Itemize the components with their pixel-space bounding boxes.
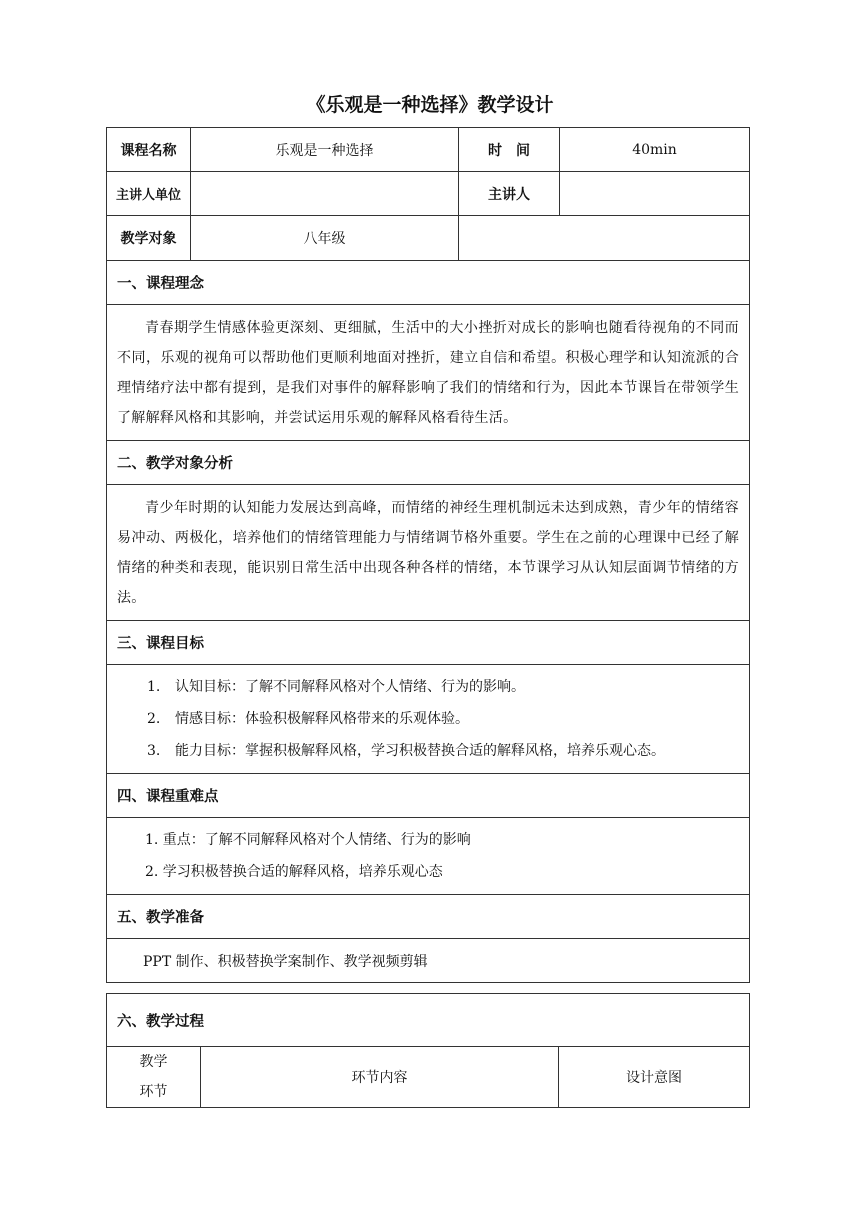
section-title: 四、课程重难点 <box>107 774 750 818</box>
section-title: 五、教学准备 <box>107 895 750 939</box>
stage-column-header: 教学 环节 <box>107 1047 201 1108</box>
document-title: 《乐观是一种选择》教学设计 <box>306 94 554 116</box>
course-info-table <box>106 127 750 983</box>
section-3-body <box>107 665 750 774</box>
speaker-value <box>560 172 750 216</box>
time-value: 40min <box>560 128 750 172</box>
section-1-body <box>107 305 750 441</box>
section-5-header <box>107 895 750 939</box>
key-point-item: 2. 学习积极替换合适的解释风格，培养乐观心态 <box>145 864 443 880</box>
section-title: 三、课程目标 <box>107 621 750 665</box>
goal-item: 1. 认知目标：了解不同解释风格对个人情绪、行为的影响。 <box>147 679 525 695</box>
target-extra <box>459 216 750 261</box>
course-name-label: 课程名称 <box>107 128 191 172</box>
target-value: 八年级 <box>191 216 459 261</box>
time-label: 时 间 <box>459 128 560 172</box>
row-unit <box>107 172 750 216</box>
row-course-name <box>107 128 750 172</box>
teaching-process-table <box>106 993 750 1108</box>
goal-item: 3. 能力目标：掌握积极解释风格，学习积极替换合适的解释风格，培养乐观心态。 <box>147 743 665 759</box>
section-5-body <box>107 939 750 983</box>
section-3-header <box>107 621 750 665</box>
unit-label: 主讲人单位 <box>107 172 191 216</box>
preparation-text: PPT 制作、积极替换学案制作、教学视频剪辑 <box>107 939 750 983</box>
section-4-header <box>107 774 750 818</box>
goals-list <box>107 665 750 774</box>
goal-item: 2. 情感目标：体验积极解释风格带来的乐观体验。 <box>147 711 469 727</box>
section-title: 一、课程理念 <box>107 261 750 305</box>
section-title: 二、教学对象分析 <box>107 441 750 485</box>
section-6-header <box>107 994 750 1047</box>
key-point-item: 1. 重点：了解不同解释风格对个人情绪、行为的影响 <box>145 832 471 848</box>
section-2-body <box>107 485 750 621</box>
row-target <box>107 216 750 261</box>
section-paragraph: 青少年时期的认知能力发展达到高峰，而情绪的神经生理机制远未达到成熟，青少年的情绪容易冲动、两极化，培养他们的情绪管理能力与情绪调节格外重要。学生在之前的心理课中已经了解情绪的种类和表现，能识别日常生活中出现各种各样的情绪，本节课学习从认知层面调节情绪的方法。 <box>107 485 750 621</box>
section-title: 六、教学过程 <box>107 994 750 1047</box>
speaker-label: 主讲人 <box>459 172 560 216</box>
target-label: 教学对象 <box>107 216 191 261</box>
intent-column-header: 设计意图 <box>559 1047 750 1108</box>
course-name-value: 乐观是一种选择 <box>191 128 459 172</box>
key-points-list <box>107 818 750 895</box>
section-paragraph: 青春期学生情感体验更深刻、更细腻，生活中的大小挫折对成长的影响也随看待视角的不同而不同，乐观的视角可以帮助他们更顺利地面对挫折，建立自信和希望。积极心理学和认知流派的合理情绪疗法中都有提到，是我们对事件的解释影响了我们的情绪和行为，因此本节课旨在带领学生了解解释风格和其影响，并尝试运用乐观的解释风格看待生活。 <box>107 305 750 441</box>
section-4-body <box>107 818 750 895</box>
content-column-header: 环节内容 <box>201 1047 559 1108</box>
unit-value <box>191 172 459 216</box>
process-header-row <box>107 1047 750 1108</box>
section-1-header <box>107 261 750 305</box>
section-2-header <box>107 441 750 485</box>
